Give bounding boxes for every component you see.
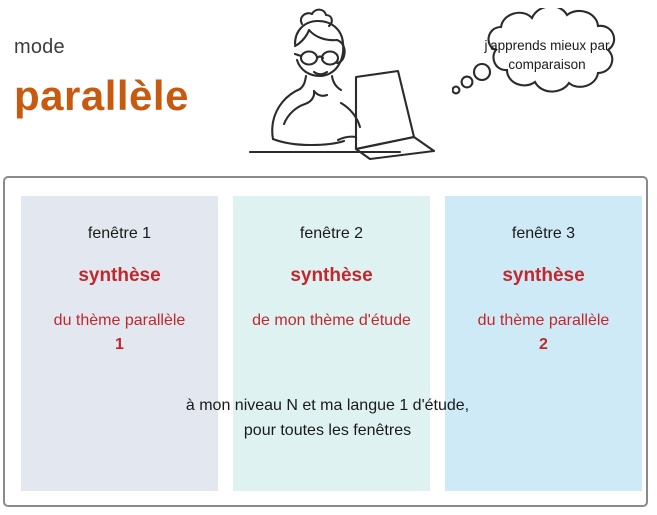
window-1-subtitle-text: du thème parallèle — [53, 312, 186, 329]
header — [0, 0, 657, 172]
window-column-2[interactable] — [233, 196, 430, 491]
window-1-synthesis: synthèse — [78, 265, 161, 286]
window-3-emphasis: 2 — [539, 336, 548, 353]
window-1-subtitle — [21, 309, 218, 357]
student-with-laptop-illustration — [210, 0, 440, 172]
window-column-1[interactable] — [21, 196, 218, 491]
footer-line-2: pour toutes les fenêtres — [243, 422, 412, 439]
window-2-synthesis: synthèse — [290, 265, 373, 286]
window-3-subtitle — [445, 309, 642, 357]
window-1-emphasis: 1 — [115, 336, 124, 353]
thought-bubble-text: j'apprends mieux par comparaison — [484, 38, 610, 72]
window-3-subtitle-text: du thème parallèle — [477, 312, 610, 329]
window-3-synthesis: synthèse — [502, 265, 585, 286]
page-title: parallèle — [14, 72, 189, 119]
window-2-title: fenêtre 2 — [299, 225, 364, 242]
window-1-title: fenêtre 1 — [87, 225, 152, 242]
parallel-mode-panel — [3, 176, 648, 507]
window-2-subtitle-text: de mon thème d'étude — [252, 312, 411, 329]
mode-label: mode — [14, 36, 65, 58]
window-column-3[interactable] — [445, 196, 642, 491]
footer-line-1: à mon niveau N et ma langue 1 d'étude, — [185, 397, 470, 414]
window-2-subtitle — [233, 309, 430, 333]
windows-columns — [5, 178, 646, 505]
window-3-title: fenêtre 3 — [511, 225, 576, 242]
